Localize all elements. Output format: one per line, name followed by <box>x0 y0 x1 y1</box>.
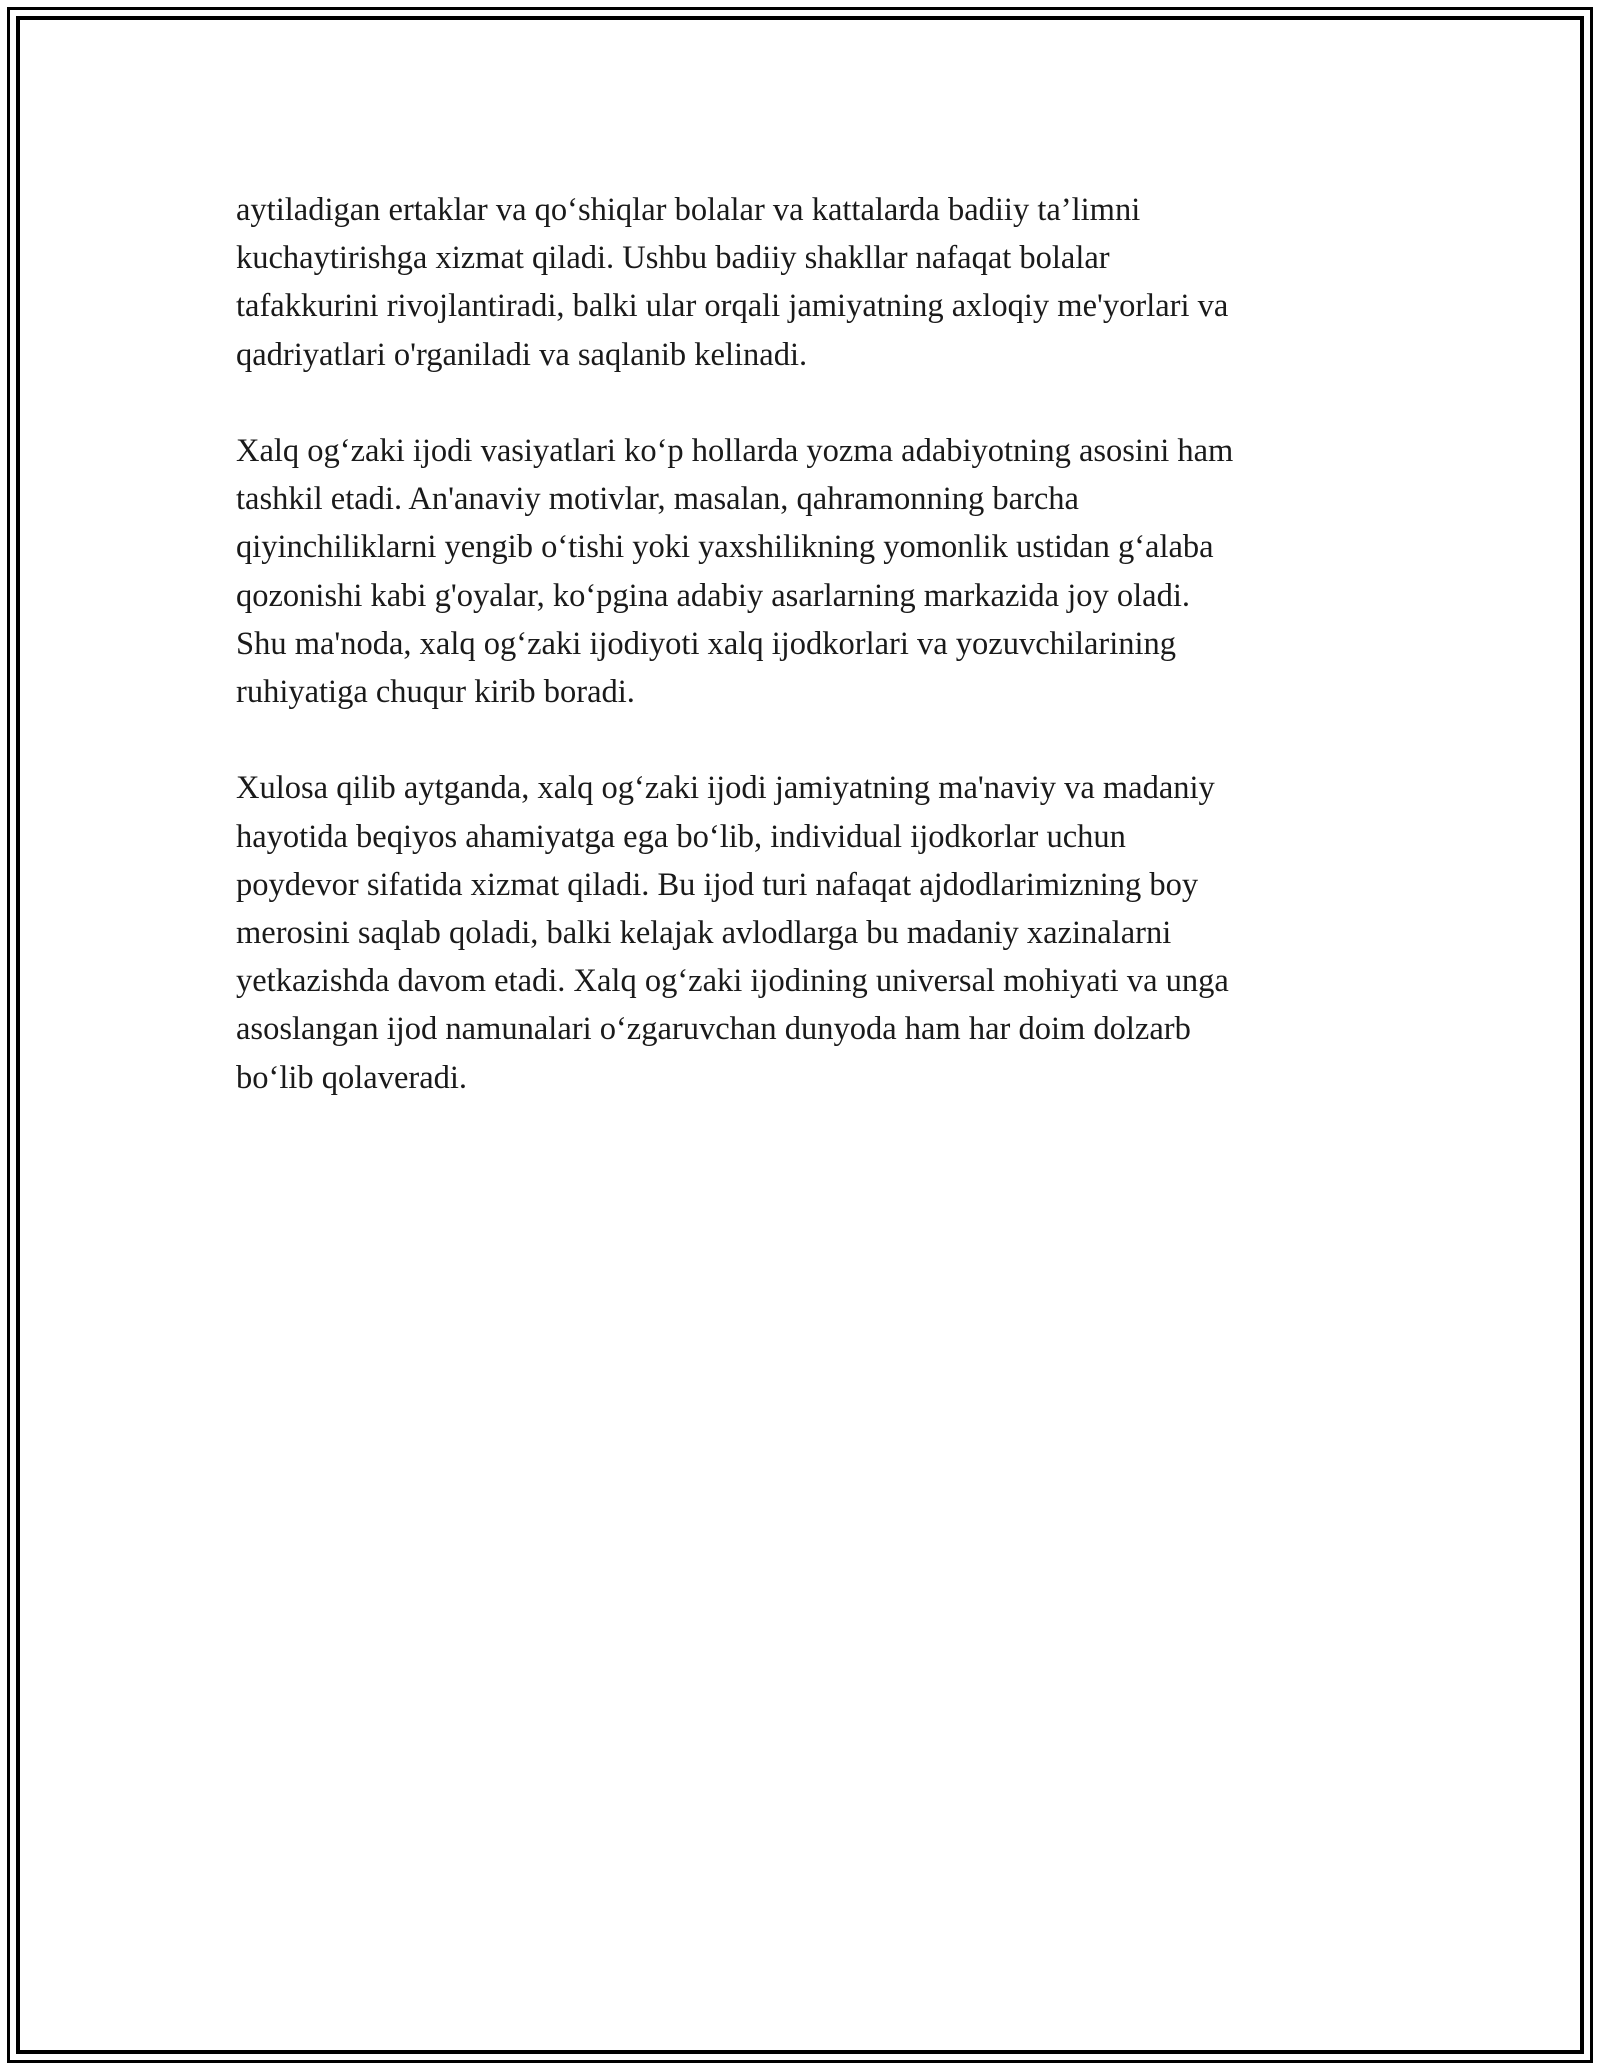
text-line: Xalq og‘zaki ijodi vasiyatlari ko‘p hollarda yozma adabiyotning asosini ham <box>236 433 1234 469</box>
text-line: Shu ma'noda, xalq og‘zaki ijodiyoti xalq ijodkorlari va yozuvchilarining <box>236 625 1177 662</box>
text-line: poydevor sifatida xizmat qiladi. Bu ijod turi nafaqat ajdodlarimizning boy <box>236 866 1199 903</box>
text-line: asoslangan ijod namunalari o‘zgaruvchan dunyoda ham har doim dolzarb <box>236 1011 1191 1048</box>
paragraph-3 <box>236 764 1376 1101</box>
text-line: yetkazishda davom etadi. Xalq og‘zaki ijodining universal mohiyati va unga <box>236 963 1229 1000</box>
paragraph-1 <box>236 186 1376 379</box>
text-line: merosini saqlab qoladi, balki kelajak avlodlarga bu madaniy xazinalarni <box>236 915 1172 952</box>
text-line: Xulosa qilib aytganda, xalq og‘zaki ijodi jamiyatning ma'naviy va madaniy <box>236 770 1215 807</box>
text-line: aytiladigan ertaklar va qo‘shiqlar bolalar va kattalarda badiiy ta’limni <box>236 192 1141 228</box>
text-line: tafakkurini rivojlantiradi, balki ular orqali jamiyatning axloqiy me'yorlari va <box>236 288 1229 325</box>
text-line: qozonishi kabi g'oyalar, ko‘pgina adabiy asarlarning markazida joy oladi. <box>236 577 1190 614</box>
text-line: tashkil etadi. An'anaviy motivlar, masalan, qahramonning barcha <box>236 481 1079 518</box>
text-line: bo‘lib qolaveradi. <box>236 1059 468 1096</box>
text-line: qiyinchiliklarni yengib o‘tishi yoki yaxshilikning yomonlik ustidan g‘alaba <box>236 529 1214 566</box>
text-line: qadriyatlari o'rganiladi va saqlanib kelinadi. <box>236 336 808 373</box>
text-line: hayotida beqiyos ahamiyatga ega bo‘lib, individual ijodkorlar uchun <box>236 818 1126 855</box>
text-line: kuchaytirishga xizmat qiladi. Ushbu badiiy shakllar nafaqat bolalar <box>236 240 1110 277</box>
paragraph-2 <box>236 427 1376 716</box>
document-body <box>236 186 1376 1150</box>
text-line: ruhiyatiga chuqur kirib boradi. <box>236 674 635 711</box>
